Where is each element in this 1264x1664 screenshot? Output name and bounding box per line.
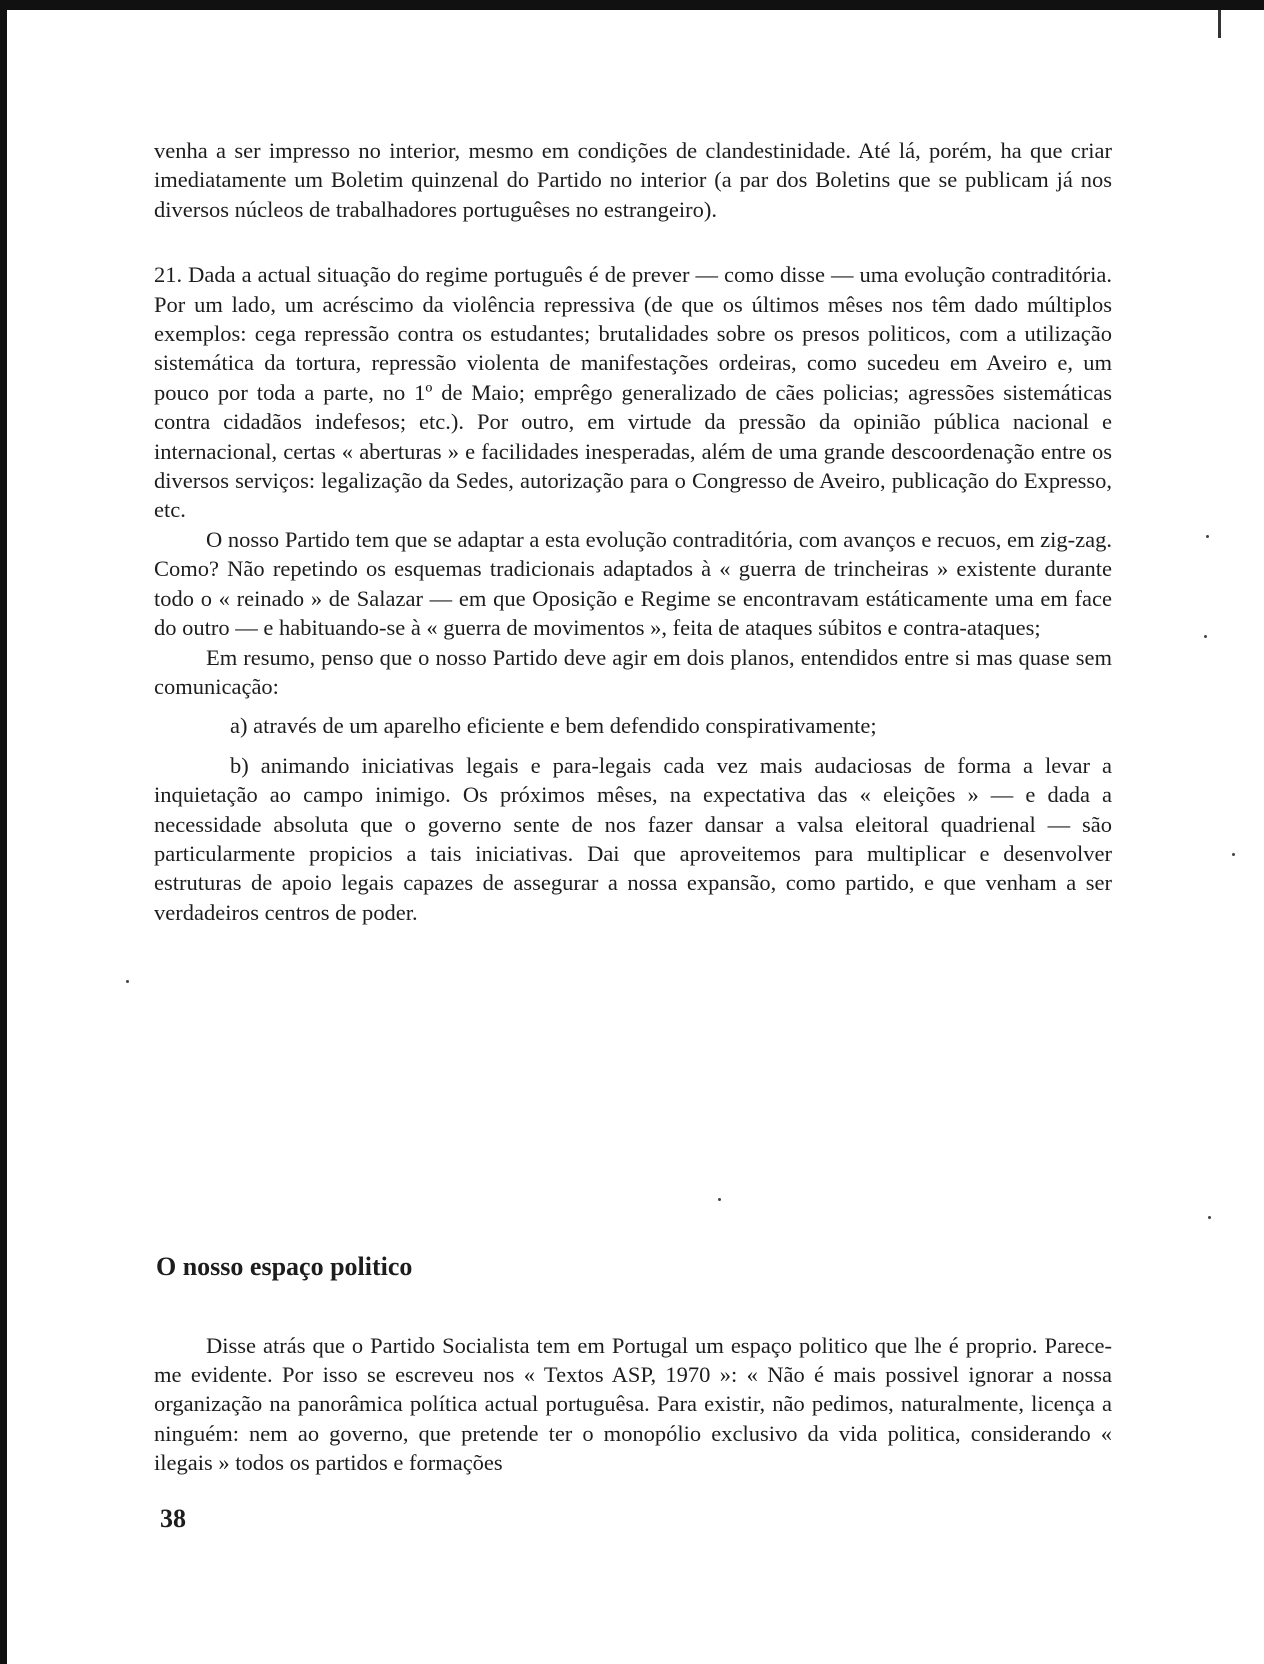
scan-speck	[718, 1198, 721, 1201]
page-body	[154, 136, 1112, 927]
scan-border-left	[0, 0, 7, 1664]
paragraph-espaco: Disse atrás que o Partido Socialista tem em Portugal um espaço politico que lhe é proprio. Parece-me evidente. Por isso se escreveu nos « Textos ASP, 1970 »: « Não é mais possivel ignorar a nossa organização na panorâmica política actual portuguêsa. Para existir, não pedimos, naturalmente, licença a ninguém: nem ao governo, que pretende ter o monopólio exclusivo da vida politica, considerando « ilegais » todos os partidos e formações	[154, 1332, 1112, 1476]
scan-border-tick	[1218, 10, 1221, 38]
paragraph-adapt: O nosso Partido tem que se adaptar a esta evolução contraditória, com avanços e recuos, em zig-zag. Como? Não repetindo os esquemas tradicionais adaptados à « guerra de trincheiras » existente durante todo o « reinado » de Salazar — em que Oposição e Regime se encontravam estáticamente uma em face do outro — e habituando-se à « guerra de movimentos », feita de ataques súbitos e contra-ataques;	[154, 526, 1112, 641]
list-item-b: b) animando iniciativas legais e para-legais cada vez mais audaciosas de forma a levar a inquietação ao campo inimigo. Os próximos mêses, na expectativa das « eleições » — e dada a necessidade absoluta que o governo sente de nos fazer dansar a valsa eleitoral quadrienal — são particularmente propicios a tais iniciativas. Dai que aproveitemos para multiplicar e desenvolver estruturas de apoio legais capazes de assegurar a nossa expansão, como partido, e que venham a ser verdadeiros centros de poder.	[154, 752, 1112, 925]
scan-speck	[1208, 1216, 1211, 1219]
page-number: 38	[160, 1504, 186, 1533]
scan-speck	[1204, 635, 1207, 638]
list-item-a: a) através de um aparelho eficiente e bem defendido conspirativamente;	[230, 713, 877, 739]
scan-border-top	[0, 0, 1264, 10]
paragraph-resumo: Em resumo, penso que o nosso Partido deve agir em dois planos, entendidos entre si mas quase sem comunicação:	[154, 644, 1112, 699]
scan-speck	[126, 980, 129, 983]
paragraph-continuation: venha a ser impresso no interior, mesmo em condições de clandestinidade. Até lá, porém, ha que criar imediatamente um Boletim quinzenal do Partido no interior (a par dos Boletins que se publicam já nos diversos núcleos de trabalhadores portuguêses no estrangeiro).	[154, 138, 1112, 222]
scan-speck	[1232, 853, 1235, 856]
paragraph-21: 21. Dada a actual situação do regime português é de prever — como disse — uma evolução contraditória. Por um lado, um acréscimo da violência repressiva (de que os últimos mêses nos têm dado múltiplos exemplos: cega repressão contra os estudantes; brutalidades sobre os presos politicos, com a utilização sistemática da tortura, repressão violenta de manifestações ordeiras, como sucedeu em Aveiro e, um pouco por toda a parte, no 1º de Maio; emprêgo generalizado de cães policias; agressões sistemáticas contra cidadãos indefesos; etc.). Por outro, em virtude da pressão da opinião pública nacional e internacional, certas « aberturas » e facilidades inesperadas, além de uma grande descoordenação entre os diversos serviços: legalização da Sedes, autorização para o Congresso de Aveiro, publicação do Expresso, etc.	[154, 262, 1112, 523]
section-heading: O nosso espaço politico	[156, 1252, 413, 1281]
section-body	[154, 1308, 1112, 1500]
scan-speck	[1206, 535, 1209, 538]
